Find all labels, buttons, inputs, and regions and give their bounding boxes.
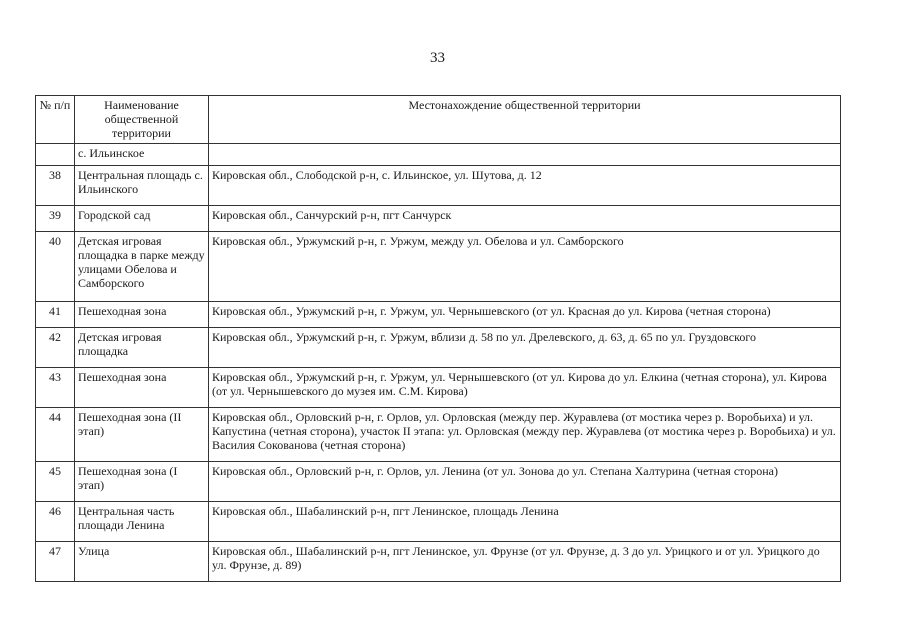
row-name: Пешеходная зона <box>75 368 209 408</box>
row-number: 46 <box>36 502 75 542</box>
table-row <box>36 542 841 582</box>
table-row <box>36 408 841 462</box>
table-row <box>36 232 841 302</box>
row-number: 40 <box>36 232 75 302</box>
table-row <box>36 368 841 408</box>
table-row <box>36 206 841 232</box>
row-number: 47 <box>36 542 75 582</box>
row-location: Кировская обл., Шабалинский р-н, пгт Ленинское, площадь Ленина <box>209 502 841 542</box>
row-location: Кировская обл., Орловский р-н, г. Орлов, ул. Ленина (от ул. Зонова до ул. Степана Халтурина (четная сторона) <box>209 462 841 502</box>
row-location: Кировская обл., Уржумский р-н, г. Уржум, ул. Чернышевского (от ул. Кирова до ул. Елкина (четная сторона), ул. Кирова (от ул. Чернышевского до музея им. С.М. Кирова) <box>209 368 841 408</box>
row-number: 42 <box>36 328 75 368</box>
row-number <box>36 144 75 166</box>
row-name: Городской сад <box>75 206 209 232</box>
row-number: 41 <box>36 302 75 328</box>
row-name: Детская игровая площадка в парке между улицами Обелова и Самборского <box>75 232 209 302</box>
page-number: 33 <box>430 50 445 66</box>
row-number: 39 <box>36 206 75 232</box>
row-name: Пешеходная зона (II этап) <box>75 408 209 462</box>
row-name: Детская игровая площадка <box>75 328 209 368</box>
row-number: 44 <box>36 408 75 462</box>
header-territory-name: Наименование общественной территории <box>75 96 209 144</box>
row-name: Центральная площадь с. Ильинского <box>75 166 209 206</box>
table-row <box>36 502 841 542</box>
table-row <box>36 166 841 206</box>
row-location: Кировская обл., Шабалинский р-н, пгт Ленинское, ул. Фрунзе (от ул. Фрунзе, д. 3 до ул. Урицкого и от ул. Урицкого до ул. Фрунзе, д. 89) <box>209 542 841 582</box>
table-row <box>36 462 841 502</box>
table-row <box>36 302 841 328</box>
row-name: Центральная часть площади Ленина <box>75 502 209 542</box>
row-location: Кировская обл., Слободской р-н, с. Ильинское, ул. Шутова, д. 12 <box>209 166 841 206</box>
row-location: Кировская обл., Уржумский р-н, г. Уржум, ул. Чернышевского (от ул. Красная до ул. Кирова (четная сторона) <box>209 302 841 328</box>
table-header-row <box>36 96 841 144</box>
row-location: Кировская обл., Орловский р-н, г. Орлов, ул. Орловская (между пер. Журавлева (от мостика через р. Воробьиха) и ул. Капустина (четная сторона), участок II этапа: ул. Орловская (между пер. Журавлева (от мостика через р. Воробьиха) и ул. Василия Сокованова (четная сторона) <box>209 408 841 462</box>
public-territories-table <box>35 95 841 582</box>
row-location <box>209 144 841 166</box>
row-location: Кировская обл., Уржумский р-н, г. Уржум, вблизи д. 58 по ул. Дрелевского, д. 63, д. 65 по ул. Груздовского <box>209 328 841 368</box>
row-name: Пешеходная зона (I этап) <box>75 462 209 502</box>
header-territory-location: Местонахождение общественной территории <box>209 96 841 144</box>
row-number: 45 <box>36 462 75 502</box>
row-number: 43 <box>36 368 75 408</box>
table-row <box>36 328 841 368</box>
row-number: 38 <box>36 166 75 206</box>
header-number: № п/п <box>36 96 75 144</box>
row-location: Кировская обл., Уржумский р-н, г. Уржум, между ул. Обелова и ул. Самборского <box>209 232 841 302</box>
row-location: Кировская обл., Санчурский р-н, пгт Санчурск <box>209 206 841 232</box>
row-name: Улица <box>75 542 209 582</box>
table-row <box>36 144 841 166</box>
row-name: с. Ильинское <box>75 144 209 166</box>
row-name: Пешеходная зона <box>75 302 209 328</box>
